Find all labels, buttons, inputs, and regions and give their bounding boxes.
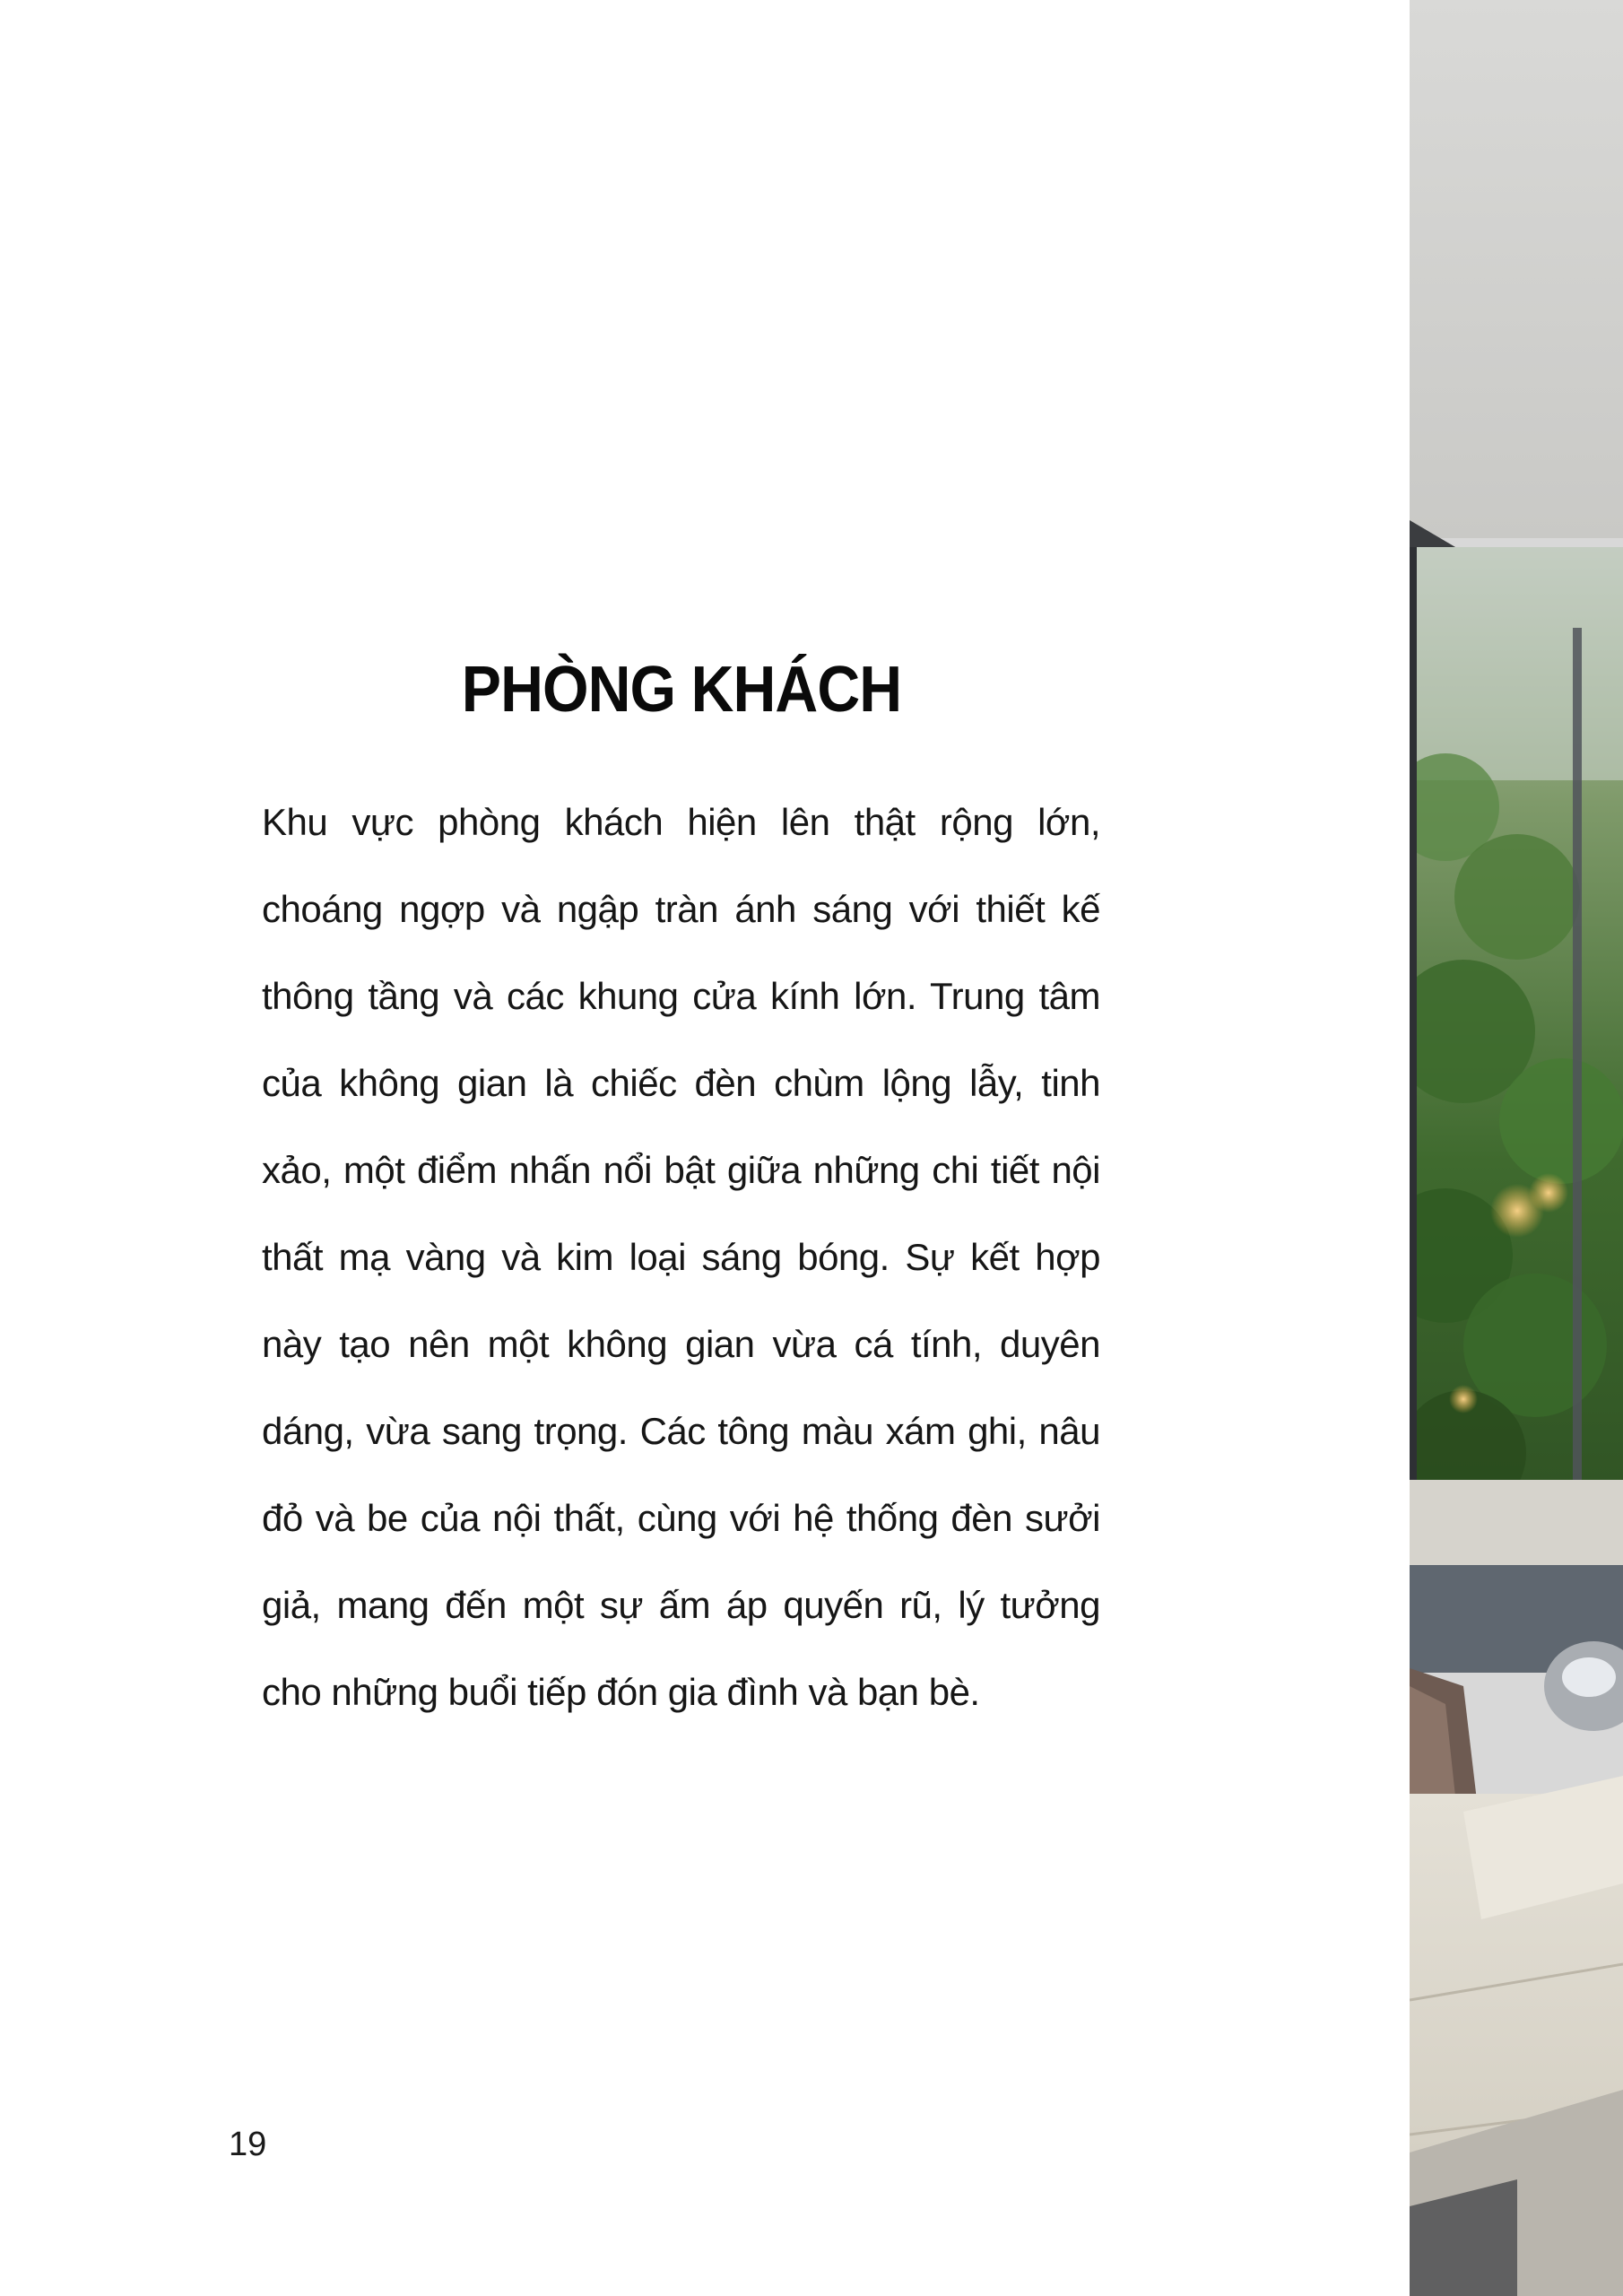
photo-illustration <box>1410 0 1623 2296</box>
page-title: PHÒNG KHÁCH <box>461 654 902 726</box>
page-number: 19 <box>229 2126 267 2163</box>
body-paragraph: Khu vực phòng khách hiện lên thật rộng lớn, choáng ngợp và ngập tràn ánh sáng với thiết kế thông tầng và các khung cửa kính lớn. Trung tâm của không gian là chiếc đèn chùm lộng lẫy, tinh xảo, một điểm nhấn nổi bật giữa những chi tiết nội thất mạ vàng và kim loại sáng bóng. Sự kết hợp này tạo nên một không gian vừa cá tính, duyên dáng, vừa sang trọng. Các tông màu xám ghi, nâu đỏ và be của nội thất, cùng với hệ thống đèn sưởi giả, mang đến một sự ấm áp quyến rũ, lý tưởng cho những buổi tiếp đón gia đình và bạn bè. <box>262 801 1100 1713</box>
living-room-window-photo <box>1410 0 1623 2296</box>
